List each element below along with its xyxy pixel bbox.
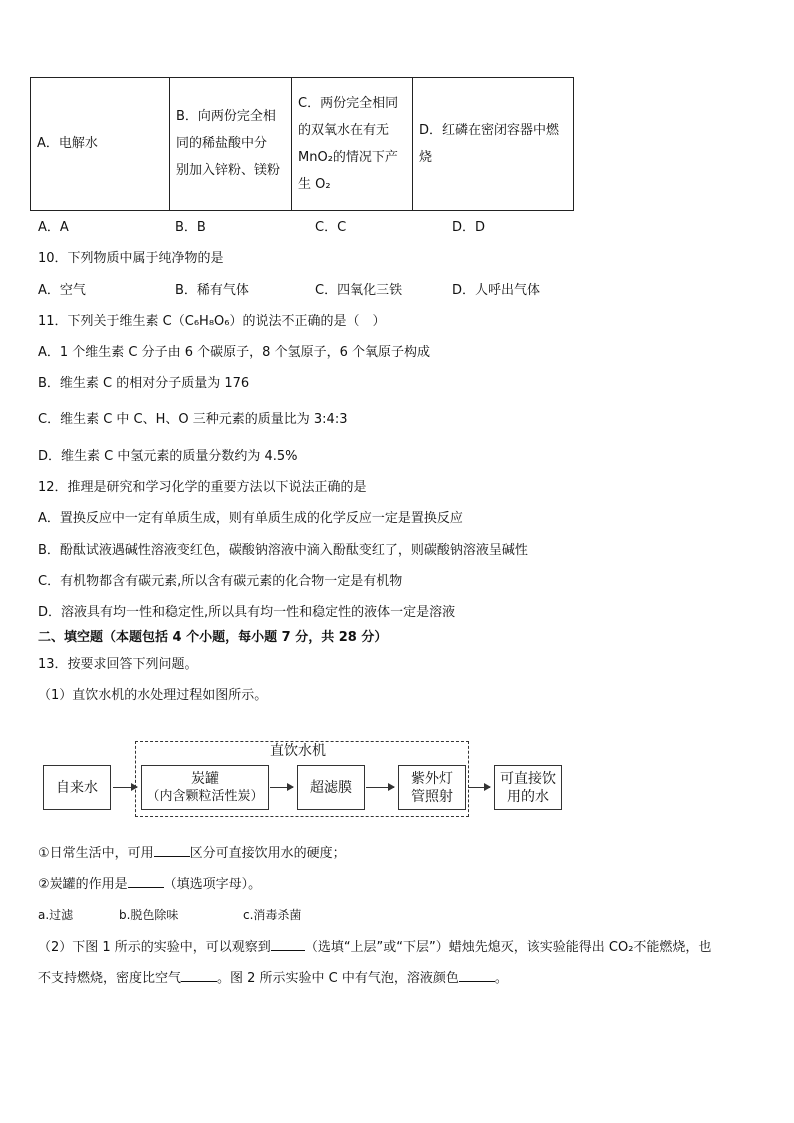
machine-label: 直饮水机 [270,743,326,759]
table-cell-d [413,78,574,211]
q10-stem: 10．下列物质中属于纯净物的是 [38,251,224,266]
q13-part1: （1）直饮水机的水处理过程如图所示。 [38,688,268,703]
q13-stem: 13．按要求回答下列问题。 [38,657,198,672]
answer-blank-4[interactable] [181,969,217,982]
q13-part2-text-c: 不支持燃烧，密度比空气 [38,971,182,986]
q9-option-d: D．D [452,220,486,235]
answer-blank-2[interactable] [128,875,164,888]
q9-option-b: B．B [175,220,206,235]
drinkable-label-1: 可直接饮 [500,770,556,787]
q12-option-a: A．置换反应中一定有单质生成，则有单质生成的化学反应一定是置换反应 [38,511,463,526]
q12-stem: 12．推理是研究和学习化学的重要方法以下说法正确的是 [38,480,367,495]
uv-lamp-label-2: 管照射 [411,788,453,805]
uv-lamp-box [398,765,466,810]
q12-option-d: D．溶液具有均一性和稳定性,所以具有均一性和稳定性的液体一定是溶液 [38,605,456,620]
carbon-tank-note: （内含颗粒活性炭） [146,788,264,804]
carbon-tank-box [141,765,269,810]
q13-sub2-text-b: （填选项字母）。 [163,877,262,892]
answer-blank-5[interactable] [459,969,495,982]
q13-sub2-text-a: ②炭罐的作用是 [38,877,128,892]
cell-a-text: A．电解水 [37,136,98,151]
q11-option-b: B．维生素 C 的相对分子质量为 176 [38,376,250,391]
q13-part2-text-b: （选填“上层”或“下层”）蜡烛先熄灭，该实验能得出 CO₂不能燃烧，也 [304,940,712,955]
q13-part2-text-e: 。 [494,971,508,986]
tap-water-label: 自来水 [56,779,98,796]
section-title: 二、填空题（本题包括 4 个小题，每小题 7 分，共 28 分） [38,630,388,645]
q13-sub1-text-a: ①日常生活中，可用 [38,846,154,861]
membrane-box [297,765,365,810]
cell-b-line-1: B．向两份完全相 [176,109,276,124]
carbon-tank-label: 炭罐 [191,770,219,787]
table-cell-c [292,78,413,211]
drinkable-label-2: 用的水 [507,788,549,805]
choice-c: c.消毒杀菌 [243,908,302,922]
table-cell-a [31,78,170,211]
q10-option-d: D．人呼出气体 [452,283,541,298]
cell-d-line-1: D．红磷在密闭容器中燃 [419,122,560,138]
cell-c-line-1: C．两份完全相同 [298,95,399,111]
q13-part2-text-d: 。图 2 所示实验中 C 中有气泡，溶液颜色 [217,971,459,986]
cell-b-line-2: 同的稀盐酸中分 [176,136,268,151]
cell-c-line-2: 的双氧水在有无 [298,122,390,138]
arrow-3 [366,787,394,788]
tap-water-box [43,765,111,810]
q11-option-a: A．1 个维生素 C 分子由 6 个碳原子，8 个氢原子，6 个氧原子构成 [38,345,430,360]
choice-a: a.过滤 [38,908,74,922]
q9-option-c: C．C [315,220,347,235]
arrow-2 [270,787,293,788]
drinkable-water-box [494,765,562,810]
q13-part2-text-a: （2）下图 1 所示的实验中，可以观察到 [38,940,271,955]
cell-c-line-3: MnO₂的情况下产 [298,149,398,165]
arrow-1 [113,787,137,788]
q10-option-c: C．四氧化三铁 [315,283,403,298]
q13-part2-line1 [38,938,711,957]
q11-stem: 11．下列关于维生素 C（C₆H₈O₆）的说法不正确的是（ ） [38,314,386,329]
answer-blank-1[interactable] [154,844,190,857]
q9-option-a: A．A [38,220,69,235]
cell-c-line-4: 生 O₂ [298,176,331,192]
q13-sub1 [38,844,346,863]
q13-part2-line2 [38,969,508,988]
cell-d-line-2: 烧 [419,149,433,165]
membrane-label: 超滤膜 [310,779,352,796]
answer-blank-3[interactable] [271,938,305,951]
cell-b-line-3: 别加入锌粉、镁粉 [176,163,281,178]
q10-option-a: A．空气 [38,283,86,298]
q10-option-b: B．稀有气体 [175,283,249,298]
q12-option-b: B．酚酞试液遇碱性溶液变红色，碳酸钠溶液中滴入酚酞变红了，则碳酸钠溶液呈碱性 [38,543,528,558]
q11-option-c: C．维生素 C 中 C、H、O 三种元素的质量比为 3:4:3 [38,412,348,427]
uv-lamp-label-1: 紫外灯 [411,770,453,787]
options-table [30,77,574,211]
table-cell-b [170,78,292,211]
choice-b: b.脱色除味 [119,908,179,922]
q13-sub2 [38,875,261,894]
arrow-4 [468,787,490,788]
q12-option-c: C．有机物都含有碳元素,所以含有碳元素的化合物一定是有机物 [38,574,403,589]
q11-option-d: D．维生素 C 中氢元素的质量分数约为 4.5% [38,449,298,464]
q13-sub1-text-b: 区分可直接饮用水的硬度； [189,846,346,861]
